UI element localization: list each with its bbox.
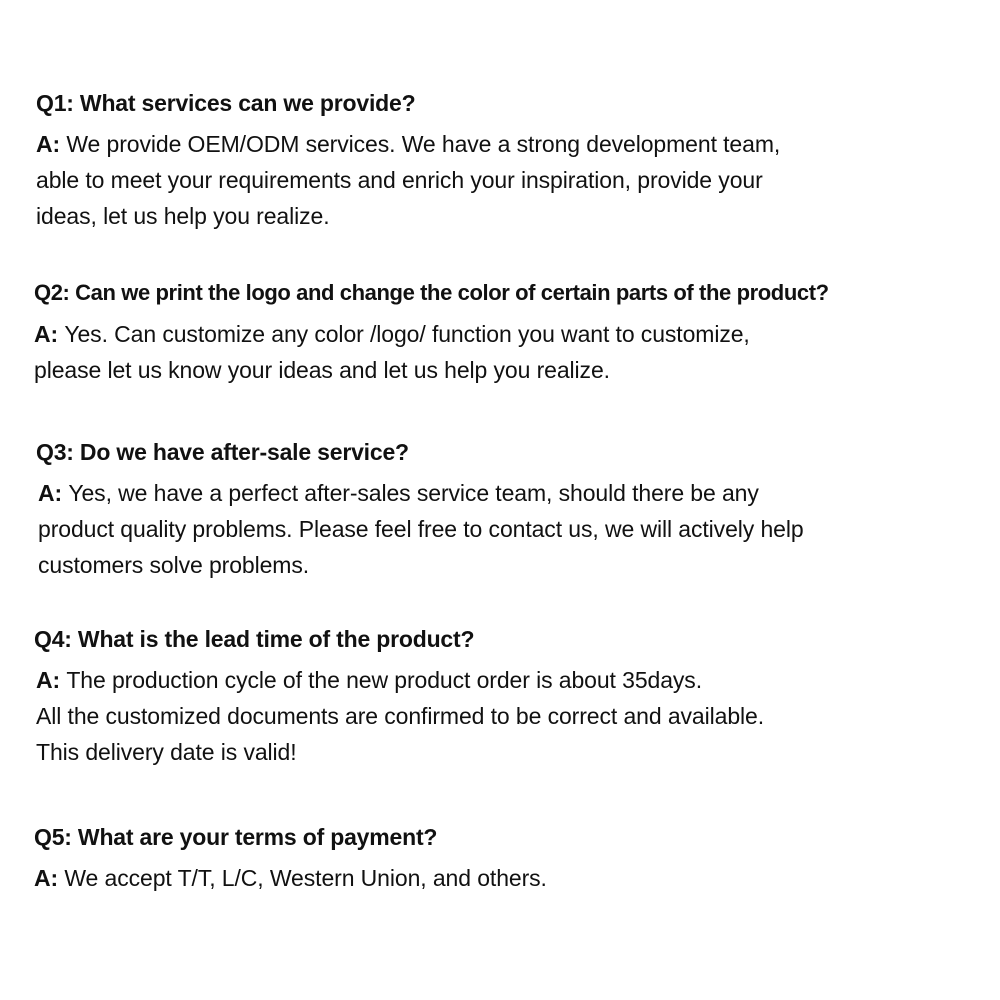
faq-answer-2: [34, 316, 984, 388]
answer-line: Yes, we have a perfect after-sales service team, should there be any: [68, 480, 759, 506]
faq-answer-3: [36, 475, 976, 583]
answer-line: able to meet your requirements and enrich your inspiration, provide your: [36, 167, 763, 193]
answer-line: customers solve problems.: [38, 552, 310, 578]
answer-line: We accept T/T, L/C, Western Union, and others.: [64, 865, 547, 891]
faq-question-4: Q4: What is the lead time of the product?: [34, 626, 475, 652]
faq-question-5: Q5: What are your terms of payment?: [34, 824, 438, 850]
answer-prefix: A:: [38, 480, 69, 506]
answer-prefix: A:: [36, 667, 67, 693]
faq-question-2: Q2: Can we print the logo and change the color of certain parts of the product?: [34, 280, 829, 305]
faq-answer-1: [36, 126, 976, 234]
faq-question-1: Q1: What services can we provide?: [36, 90, 416, 116]
answer-prefix: A:: [34, 865, 65, 891]
answer-line: Yes. Can customize any color /logo/ function you want to customize,: [64, 321, 750, 347]
answer-line: please let us know your ideas and let us help you realize.: [34, 357, 610, 383]
answer-line: product quality problems. Please feel free to contact us, we will actively help: [38, 516, 804, 542]
faq-item-5: [34, 822, 974, 896]
faq-item-2: [34, 278, 984, 388]
faq-item-1: [36, 88, 976, 234]
answer-line: All the customized documents are confirmed to be correct and available.: [36, 703, 765, 729]
answer-line: This delivery date is valid!: [36, 739, 297, 765]
answer-prefix: A:: [34, 321, 65, 347]
faq-question-3: Q3: Do we have after-sale service?: [36, 439, 409, 465]
answer-line: We provide OEM/ODM services. We have a strong development team,: [66, 131, 781, 157]
answer-prefix: A:: [36, 131, 67, 157]
faq-answer-4: [34, 662, 974, 770]
answer-line: ideas, let us help you realize.: [36, 203, 330, 229]
answer-line: The production cycle of the new product order is about 35days.: [66, 667, 702, 693]
faq-item-3: [36, 437, 976, 583]
faq-item-4: [34, 624, 974, 770]
faq-answer-5: [34, 860, 974, 896]
